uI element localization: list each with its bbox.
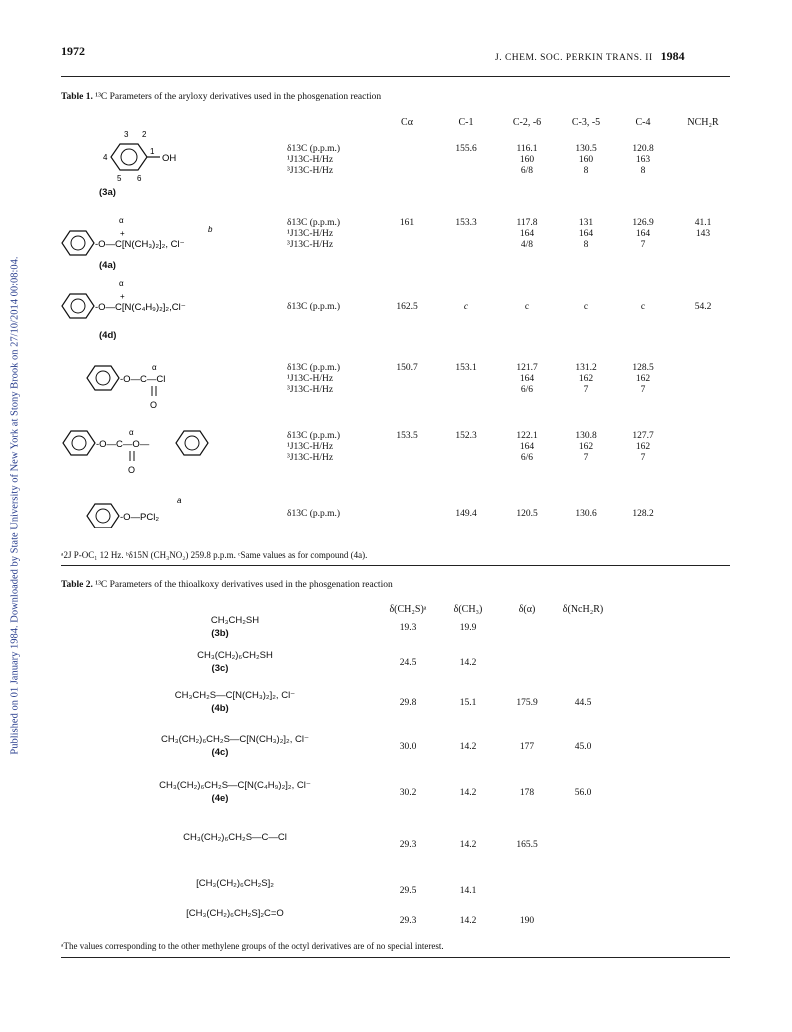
parameter-label: ¹J13C-H/Hz [287,442,334,452]
table2-formula: CH₃CH₂SH [210,615,260,626]
table2-formula: CH₃(CH₂)₆CH₂S—C—Cl [183,832,287,843]
cell-value: 7 [640,240,646,250]
cell-value: 164 [578,229,594,239]
col-c35: C-3, -5 [571,117,601,128]
cell-value: 7 [640,385,646,395]
cell-value: 8 [583,166,589,176]
cell-value: 122.1 [516,431,538,441]
table2-cell-ch3: 14.1 [459,886,477,896]
svg-text:-O—C—O—: -O—C—O— [96,439,150,450]
svg-text:α: α [119,279,124,288]
table1-cell-c1: 152.3 [455,431,477,441]
svg-text:-O—PCl₂: -O—PCl₂ [120,512,160,523]
parameter-label: δ13C (p.p.m.) [287,363,341,373]
table1-cell-c35 [564,218,608,251]
svg-text:5: 5 [117,174,122,183]
cell-value: 131 [578,218,594,228]
table2-cell-alpha: 190 [519,916,535,926]
table2-cell-ch3: 14.2 [459,916,477,926]
table1-cell-c35 [564,363,608,396]
svg-text:+: + [120,229,125,238]
cell-value: 131.2 [575,363,597,373]
header-rule [61,76,730,77]
table1-cell-c1: 155.6 [455,144,477,154]
cell-value: 162 [578,442,594,452]
svg-text:-O—C[N(C₄H₉)₂]₂,Cl⁻: -O—C[N(C₄H₉)₂]₂,Cl⁻ [95,302,186,313]
col-c26: C-2, -6 [512,117,542,128]
svg-text:α: α [129,428,134,437]
phenol-structure [103,130,176,183]
page-number: 1972 [61,44,85,58]
table2-formula: [CH₃(CH₂)₆CH₂S]₂ [196,878,274,889]
table1-cell-c35 [564,509,608,520]
table2-cell-ch3: 14.2 [459,788,477,798]
col-ch2s: δ(CH₂S)ᵃ [389,604,427,615]
table1-footnote: ᵃ2J P-OC₁ 12 Hz. ᵇδ15N (CH₃NO₂) 259.8 p.p.m. ᶜSame values as for compound (4a). [61,550,368,560]
parameter-label: ³J13C-H/Hz [287,453,334,463]
table2-cell-alpha: 175.9 [516,698,538,708]
table2-formula: CH₃(CH₂)₆CH₂S—C[N(CH₃)₂]₂, Cl⁻ [161,734,309,745]
cell-value: 128.2 [632,509,654,519]
svg-text:1: 1 [150,147,155,156]
parameter-label: ³J13C-H/Hz [287,166,334,176]
table1-cell-c4 [628,509,658,520]
cell-value: 6/6 [520,453,534,463]
col-nch2r: δ(NcH₂R) [562,604,604,615]
table2-rule [61,957,730,958]
parameter-label: ³J13C-H/Hz [287,240,334,250]
cell-value: 130.6 [575,509,597,519]
cell-value: 8 [640,166,646,176]
table1-cell-calpha: 150.7 [396,363,418,373]
table2-formula: CH₃(CH₂)₆CH₂SH [197,650,273,661]
table1-cell-calpha: 153.5 [396,431,418,441]
journal-year: 1984 [660,49,685,63]
table2-title: ¹³C Parameters of the thioalkoxy derivatives used in the phosgenation reaction [95,580,393,590]
col-c1: C-1 [458,117,474,128]
parameter-label: δ13C (p.p.m.) [287,218,341,228]
table1-cell-c35 [564,302,608,313]
cell-value: 128.5 [632,363,654,373]
cell-value: 130.5 [575,144,597,154]
table2-compound-code: (4c) [211,747,229,758]
phenoxy-amidinium-4a [62,216,213,255]
table2-compound-code: (4b) [211,703,229,714]
parameter-label: δ13C (p.p.m.) [287,509,341,519]
cell-value: 4/8 [520,240,534,250]
col-nch2r: NCH₂R [687,117,719,128]
table1-row-labels [287,431,340,464]
cell-value: 160 [519,155,535,165]
table1-cell-c26 [505,431,549,464]
parameter-label: ³J13C-H/Hz [287,385,334,395]
cell-value: 163 [635,155,651,165]
table2-cell-ch2s: 30.0 [399,742,417,752]
table1-row-labels [287,509,340,520]
table1-cell-c1: 153.1 [455,363,477,373]
svg-text:α: α [119,216,124,225]
table1-caption [61,92,381,102]
table1-row-labels [287,363,340,396]
cell-value: 7 [583,385,589,395]
table1-cell-c26 [505,509,549,520]
table2-cell-ch3: 14.2 [459,658,477,668]
cell-value: 121.7 [516,363,538,373]
table2-cell-alpha: 177 [519,742,535,752]
journal-name: J. CHEM. SOC. PERKIN TRANS. II [495,53,653,63]
cell-value: 164 [519,374,535,384]
table1-cell-c4 [628,431,658,464]
cell-value: 160 [578,155,594,165]
parameter-label: ¹J13C-H/Hz [287,155,334,165]
table2-formula: CH₃(CH₂)₆CH₂S—C[N(C₄H₉)₂]₂, Cl⁻ [159,780,311,791]
table2-cell-ch2s: 29.3 [399,916,417,926]
table1-row-labels [287,302,340,313]
svg-text:-O—C—Cl: -O—C—Cl [120,374,166,385]
table2-cell-alpha: 178 [519,788,535,798]
table1-row-labels [287,218,340,251]
col-alpha: δ(α) [518,604,536,615]
col-calpha: Cα [401,117,413,128]
table2-cell-ch2s: 30.2 [399,788,417,798]
code-3a: (3a) [99,187,116,198]
table2-label: Table 2. [61,580,93,590]
table2-cell-ch3: 14.2 [459,840,477,850]
table2-cell-ch2s: 29.5 [399,886,417,896]
cell-value: 162 [635,374,651,384]
cell-value: 164 [519,229,535,239]
download-notice: Published on 01 January 1984. Downloaded by State University of New York at Stony Brook on 27/10/2014 00:08:04. [9,256,21,755]
cell-value: 127.7 [632,431,654,441]
table1-cell-c26 [505,144,549,177]
svg-text:O: O [150,400,158,410]
phenyl-chloroformate [87,363,165,410]
table2-footnote: ᵃThe values corresponding to the other methylene groups of the octyl derivatives are of no special interest. [61,941,444,951]
svg-text:a: a [177,496,182,505]
svg-text:b: b [208,225,213,234]
cell-value: 162 [635,442,651,452]
table2-cell-nch: 56.0 [574,788,592,798]
phenyl-dichlorophosphate [87,496,182,528]
cell-value: 8 [583,240,589,250]
svg-text:2: 2 [142,130,147,139]
cell-value: c [583,302,589,312]
table1-cell-c1: 153.3 [455,218,477,228]
table1-cell-c35 [564,431,608,464]
col-c4: C-4 [635,117,651,128]
svg-text:6: 6 [137,174,142,183]
table1-label: Table 1. [61,92,93,102]
cell-value: 116.1 [516,144,538,154]
table2-compound-code: (3c) [211,663,229,674]
table1-cell-c26 [505,363,549,396]
table1-cell-c1: 149.4 [455,509,477,519]
table2-cell-ch3: 14.2 [459,742,477,752]
cell-value: 6/8 [520,166,534,176]
table1-cell-c4 [628,218,658,251]
cell-value: 120.8 [632,144,654,154]
table1-title: ¹³C Parameters of the aryloxy derivatives used in the phosgenation reaction [95,92,382,102]
cell-value: 164 [519,442,535,452]
col-ch3: δ(CH₃) [453,604,483,615]
table1-cell-nch [678,218,728,240]
table1-cell-c26 [505,302,549,313]
table2-cell-ch2s: 29.3 [399,840,417,850]
table2-formula: CH₃CH₂S—C[N(CH₃)₂]₂, Cl⁻ [174,690,296,701]
cell-value: c [640,302,646,312]
diphenyl-carbonate [63,428,208,475]
parameter-label: δ13C (p.p.m.) [287,302,341,312]
cell-value: 143 [695,229,711,239]
table1-cell-calpha: 162.5 [396,302,418,312]
cell-value: 162 [578,374,594,384]
table1-cell-nch [678,302,728,313]
svg-text:4: 4 [103,153,108,162]
table2-cell-ch2s: 19.3 [399,623,417,633]
cell-value: 130.8 [575,431,597,441]
parameter-label: δ13C (p.p.m.) [287,431,341,441]
table1-cell-calpha: 161 [399,218,415,228]
cell-value: 117.8 [516,218,538,228]
table1-rule [61,565,730,566]
cell-value: 126.9 [632,218,654,228]
svg-text:+: + [120,292,125,301]
table1-cell-c4 [628,363,658,396]
table2-cell-ch3: 15.1 [459,698,477,708]
table2-caption [61,580,393,590]
code-4a: (4a) [99,260,116,271]
aryloxy-structures [60,128,310,528]
cell-value: 164 [635,229,651,239]
cell-value: 120.5 [516,509,538,519]
table1-cell-c35 [564,144,608,177]
cell-value: 7 [583,453,589,463]
table2-compound-code: (3b) [211,628,229,639]
svg-text:3: 3 [124,130,129,139]
table2-cell-ch2s: 29.8 [399,698,417,708]
table2-cell-ch2s: 24.5 [399,658,417,668]
table2-cell-nch: 44.5 [574,698,592,708]
table1-row-labels [287,144,340,177]
parameter-label: ¹J13C-H/Hz [287,374,334,384]
table2-cell-ch3: 19.9 [459,623,477,633]
table2-compound-code: (4e) [211,793,229,804]
cell-value: 7 [640,453,646,463]
cell-value: 6/6 [520,385,534,395]
cell-value: c [524,302,530,312]
table2-cell-nch: 45.0 [574,742,592,752]
parameter-label: ¹J13C-H/Hz [287,229,334,239]
table2-formula: [CH₃(CH₂)₆CH₂S]₂C=O [186,908,284,919]
cell-value: 41.1 [694,218,712,228]
table2-cell-alpha: 165.5 [516,840,538,850]
svg-text:-O—C[N(CH₃)₂]₂, Cl⁻: -O—C[N(CH₃)₂]₂, Cl⁻ [95,239,185,250]
cell-value: 54.2 [694,302,712,312]
parameter-label: δ13C (p.p.m.) [287,144,341,154]
journal-header [495,47,685,65]
table1-cell-c4 [628,144,658,177]
oh-group: OH [162,153,177,164]
code-4d: (4d) [99,330,117,341]
table1-cell-c26 [505,218,549,251]
svg-text:α: α [152,363,157,372]
svg-text:O: O [128,465,136,475]
table1-cell-c4 [628,302,658,313]
table1-cell-c1: c [463,302,469,312]
phenoxy-amidinium-4d [62,279,186,318]
